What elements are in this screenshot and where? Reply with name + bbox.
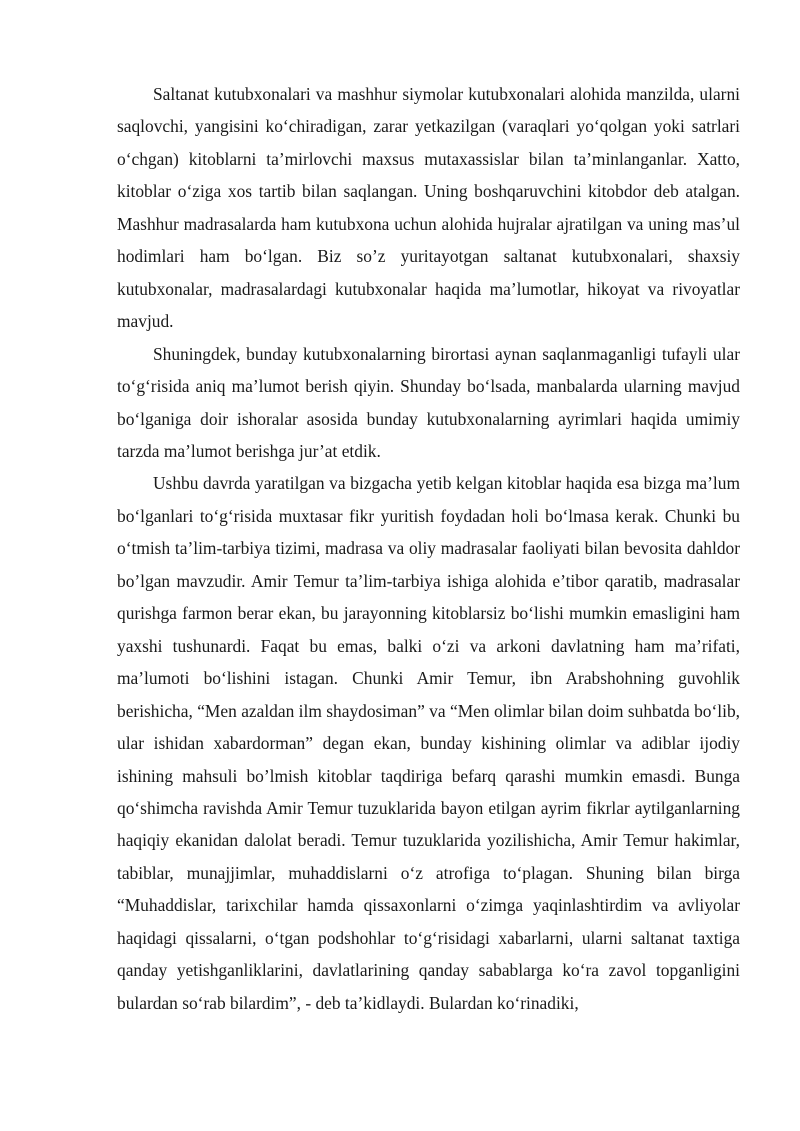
paragraph-saltanat-kutubxonalari: Saltanat kutubxonalari va mashhur siymolar kutubxonalari alohida manzilda, ularni saqlovchi, yangisini ko‘chiradigan, zarar yetkazilgan (varaqlari yo‘qolgan yoki satrlari o‘chgan) kitoblarni ta’mirlovchi maxsus mutaxassislar bilan ta’minlanganlar. Xatto, kitoblar o‘ziga xos tartib bilan saqlangan. Uning boshqaruvchini kitobdor deb atalgan. Mashhur madrasalarda ham kutubxona uchun alohida hujralar ajratilgan va uning mas’ul hodimlari ham bo‘lgan. Biz so’z yuritayotgan saltanat kutubxonalari, shaxsiy kutubxonalar, madrasalardagi kutubxonalar haqida ma’lumotlar, hikoyat va rivoyatlar mavjud. [117,84,740,332]
document-page [117,78,740,1019]
paragraph-shuningdek: Shuningdek, bunday kutubxonalarning birortasi aynan saqlanmaganligi tufayli ular to‘g‘risida aniq ma’lumot berish qiyin. Shunday bo‘lsada, manbalarda ularning mavjud bo‘lganiga doir ishoralar asosida bunday kutubxonalarning ayrimlari haqida umimiy tarzda ma’lumot berishga jur’at etdik. [117,343,740,461]
paragraph-ushbu-davrda: Ushbu davrda yaratilgan va bizgacha yetib kelgan kitoblar haqida esa bizga ma’lum bo‘lganlari to‘g‘risida muxtasar fikr yuritish foydadan holi bo‘lmasa kerak. Chunki bu o‘tmish ta’lim-tarbiya tizimi, madrasa va oliy madrasalar faoliyati bilan bevosita dahldor bo’lgan mavzudir. Amir Temur ta’lim-tarbiya ishiga alohida e’tibor qaratib, madrasalar qurishga farmon berar ekan, bu jarayonning kitoblarsiz bo‘lishi mumkin emasligini ham yaxshi tushunardi. Faqat bu emas, balki o‘zi va arkoni davlatning ham ma’rifati, ma’lumoti bo‘lishini istagan. Chunki Amir Temur, ibn Arabshohning guvohlik berishicha, “Men azaldan ilm shaydosiman” va “Men olimlar bilan doim suhbatda bo‘lib, ular ishidan xabardorman” degan ekan, bunday kishining olimlar va adiblar ijodiy ishining mahsuli bo’lmish kitoblar taqdiriga befarq qarashi mumkin emasdi. Bunga qo‘shimcha ravishda Amir Temur tuzuklarida bayon etilgan ayrim fikrlar aytilganlarning haqiqiy ekanidan dalolat beradi. Temur tuzuklarida yozilishicha, Amir Temur hakimlar, tabiblar, munajjimlar, muhaddislarni o‘z atrofiga to‘plagan. Shuning bilan birga “Muhaddislar, tarixchilar hamda qissaxonlarni o‘zimga yaqinlashtirdim va avliyolar haqidagi qissalarni, o‘tgan podshohlar to‘g‘risidagi xabarlarni, ularni saltanat taxtiga qanday yetishganliklarini, davlatlarining qanday sabablarga ko‘ra zavol topganligini bulardan so‘rab bilardim”, - deb ta’kidlaydi. Bulardan ko‘rinadiki, [117,473,740,1013]
